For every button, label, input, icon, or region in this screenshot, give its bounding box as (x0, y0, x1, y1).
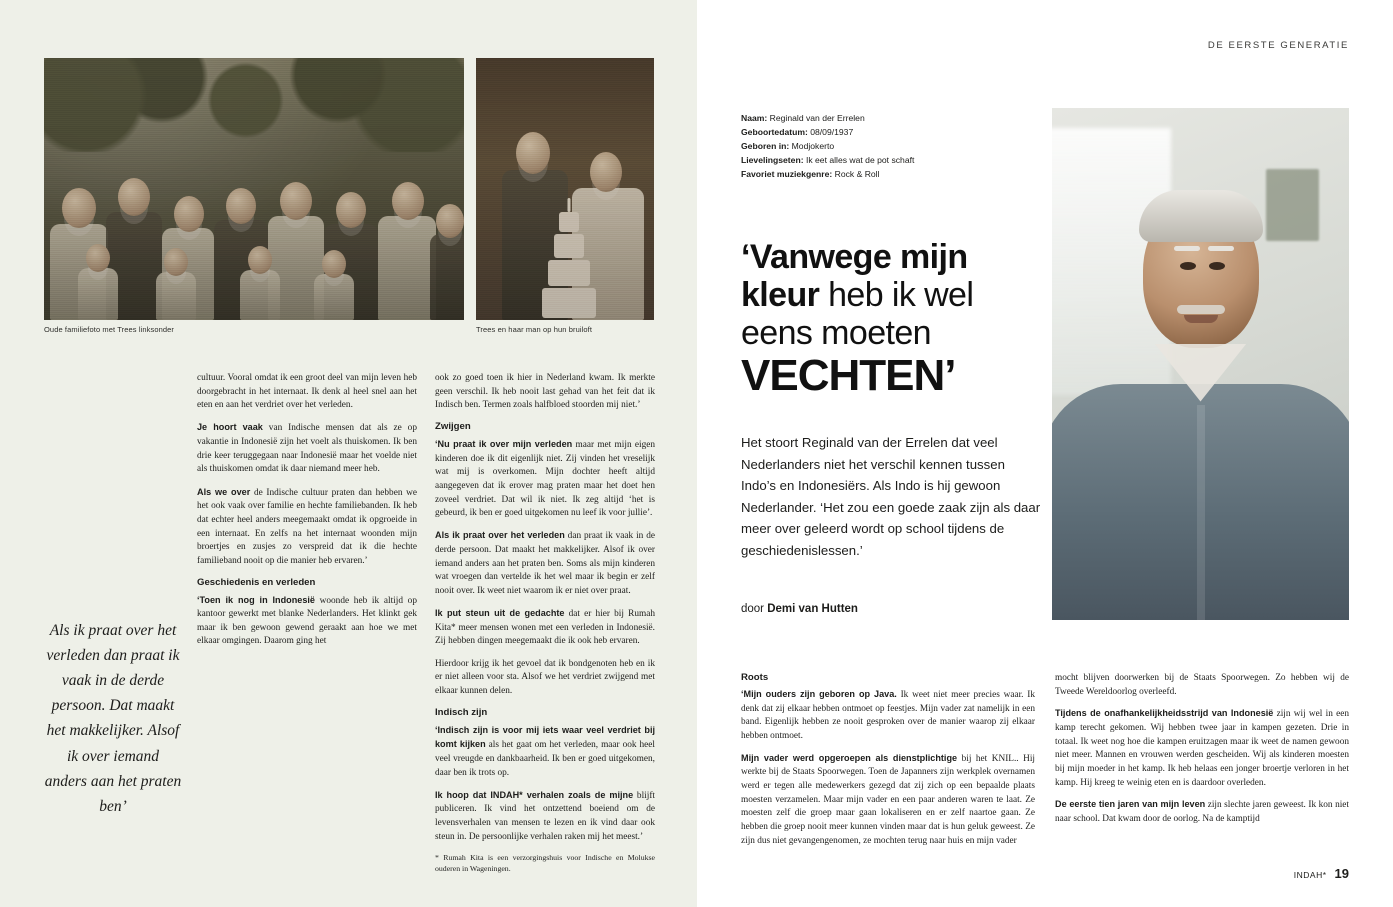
body-text: van Indische mensen dat als ze op vakantie in Indonesië zijn het voelt als thuiskomen. Ik ben drie keer teruggegaan naar Indonesië maar het voelde niet als thuiskomen omdat ik daar niemand meer heb. (197, 423, 417, 475)
subheading: Indisch zijn (435, 707, 488, 719)
right-column-1 (741, 672, 1035, 868)
pull-quote: Als ik praat over het verleden dan praat ik vaak in de derde persoon. Dat maakt het makkelijker. Alsof ik over iemand anders aan het praten ben’ (44, 622, 182, 815)
photo-group (44, 58, 654, 320)
fact-box (741, 112, 1041, 182)
body-text: woonde heb ik altijd op kantoor gewerkt met blanke Nederlanders. Het klinkt gek maar ik ben gewoon gewend geraakt aan hoe we met elkaar omgingen. Daarom ging het (197, 595, 417, 647)
headline-line-2-bold: kleur (741, 276, 820, 315)
lead-in: Mijn vader werd opgeroepen als dienstplichtige (741, 752, 958, 763)
headline-line-2-light: heb ik wel (819, 276, 974, 315)
fact-row (741, 140, 1041, 154)
left-text-columns (197, 372, 655, 874)
portrait-moustache (1177, 305, 1225, 314)
paragraph (1055, 707, 1349, 790)
byline (741, 603, 858, 615)
paragraph: mocht blijven doorwerken bij de Staats Spoorwegen. Zo hebben wij de Tweede Wereldoorlog overleefd. (1055, 673, 1349, 697)
lead-in: Tijdens de onafhankelijkheidsstrijd van Indonesië (1055, 708, 1274, 719)
headline-line-4: VECHTEN’ (741, 351, 956, 401)
wall-frame (1266, 169, 1319, 241)
headline-line-1: ‘Vanwege mijn (741, 238, 968, 276)
portrait-mouth (1184, 315, 1218, 323)
fact-value: Rock & Roll (834, 168, 880, 179)
body-text: dat er hier bij Rumah Kita* meer mensen wonen met een verleden in Indonesië. Zij hebben dingen meegemaakt die ik ook heb ervaren. (435, 609, 655, 647)
body-text: zijn wij wel in een kamp terecht gekomen. Wij hebben twee jaar in kampen gezeten. Drie in totaal. Ik weet nog hoe die kampen eruitzagen maar ik weet de namen gewoon niet meer. Mannen en vrouwen werden gescheiden. Wij als kinderen moesten bij mijn moeder in het kamp. Ik heb helaas een jonger broertje verloren in het kamp. Hij kreeg te weinig eten en is daardoor overleden. (1055, 709, 1350, 788)
paragraph (197, 594, 417, 650)
lead-in: Als ik praat over het verleden (435, 530, 565, 541)
paragraph (435, 438, 655, 521)
family-photo (44, 58, 464, 320)
fact-label: Geboren in: (741, 140, 790, 151)
photo-grain (44, 58, 464, 320)
fact-row (741, 154, 1041, 168)
subheading: Roots (741, 672, 769, 683)
paragraph (1055, 798, 1349, 826)
fact-row (741, 126, 1041, 140)
portrait-placket (1197, 405, 1205, 620)
portrait-eyebrow-right (1208, 246, 1234, 251)
folio (1294, 866, 1349, 881)
fact-label: Lievelingseten: (741, 154, 804, 165)
body-text: blijft publiceren. Ik vind het ontzettend boeiend om de levensverhalen van mensen te lezen en ik vind daar ook steun in. De persoonlijke verhalen raken mij het meest.’ (435, 790, 655, 842)
paragraph (435, 789, 655, 845)
fact-value: 08/09/1937 (810, 126, 854, 137)
body-text: Ik weet niet meer precies waar. Ik denk dat zij elkaar hebben ontmoet op feestjes. Mijn vader zat namelijk in een band. Eigenlijk hebben ze nooit gesproken over de manier waarop zij elkaar hebben ontmoet. (741, 690, 1035, 741)
subheading: Zwijgen (435, 421, 471, 433)
wedding-photo-grain (476, 58, 654, 320)
paragraph (741, 752, 1035, 849)
subheading: Geschiedenis en verleden (197, 577, 316, 589)
footnote: * Rumah Kita is een verzorgingshuis voor Indische en Molukse ouderen in Wageningen. (435, 852, 655, 873)
article-headline (741, 238, 1071, 401)
byline-prefix: door (741, 603, 768, 615)
lead-in: Als we over (197, 486, 251, 497)
portrait-eye-right (1209, 262, 1225, 270)
body-text: maar met mijn eigen kinderen doe ik dit eigenlijk niet. Zij vinden het vreselijk wat mij is overkomen. Mijn dochter heeft altijd aangegeven dat ik erover mag praten maar het doet hen zoveel verdriet. Dat wil ik niet. Ik zeg altijd ‘het is gebeurd, ik ben er goed uitgekomen nu leef ik voor jullie’. (435, 439, 655, 519)
lead-in: ‘Toen ik nog in Indonesië (197, 594, 315, 605)
body-text: zijn slechte jaren geweest. Ik kon niet naar school. Dat kwam door de oorlog. Na de kamptijd (1055, 800, 1350, 824)
headline-line-3: eens moeten (741, 314, 931, 353)
fact-label: Favoriet muziekgenre: (741, 168, 833, 179)
portrait-eye-left (1180, 262, 1196, 270)
caption-family-photo: Oude familiefoto met Trees linksonder (44, 325, 175, 334)
left-column-2 (435, 372, 655, 874)
lead-in: ‘Indisch zijn is voor mij iets waar veel verdriet bij komt kijken (435, 724, 655, 750)
lead-in: Ik put steun uit de gedachte (435, 608, 565, 619)
paragraph: cultuur. Vooral omdat ik een groot deel van mijn leven heb doorgebracht in het internaat. Ik denk al heel snel aan het eten en aan het verdriet over het verleden. (197, 373, 417, 411)
fact-label: Geboortedatum: (741, 126, 808, 137)
lead-in: De eerste tien jaren van mijn leven (1055, 799, 1206, 810)
portrait-eyebrow-left (1174, 246, 1200, 251)
fact-row (741, 168, 1041, 182)
page-number: 19 (1334, 866, 1349, 881)
right-column-2 (1055, 672, 1349, 868)
fact-value: Ik eet alles wat de pot schaft (805, 154, 915, 165)
fact-value: Modjokerto (791, 140, 835, 151)
right-text-columns (741, 672, 1349, 868)
brand-mark: INDAH* (1293, 870, 1327, 880)
portrait-hair (1139, 190, 1263, 242)
byline-author: Demi van Hutten (767, 603, 858, 615)
paragraph: ook zo goed toen ik hier in Nederland kwam. Ik merkte geen verschil. Ik heb nooit last gehad van het feit dat ik Indisch ben. Termen zoals halfbloed stoorden mij niet.’ (435, 373, 655, 411)
paragraph (741, 688, 1035, 744)
left-column-1 (197, 372, 417, 874)
paragraph (197, 486, 417, 569)
body-text: dan praat ik vaak in de derde persoon. Dat maakt het makkelijker. Alsof ik over iemand anders aan het praten ben. Soms als mijn kinderen wat vroegen dan vertelde ik het wel maar ik begin er zelf nooit over. Ik weet niet waarom ik er niet over praat. (435, 531, 655, 596)
body-text: als het gaat om het verleden, maar ook heel veel vreugde en dankbaarheid. Ik ben er goed uitgekomen, daar ben ik trots op. (435, 740, 655, 778)
lead-in: ‘Nu praat ik over mijn verleden (435, 438, 573, 449)
caption-wedding-photo: Trees en haar man op hun bruiloft (476, 325, 593, 334)
wedding-photo (476, 58, 654, 320)
portrait-photo (1052, 108, 1349, 620)
paragraph (435, 529, 655, 598)
lead-in: ‘Mijn ouders zijn geboren op Java. (741, 689, 897, 699)
body-text: de Indische cultuur praten dan hebben we het ook vaak over familie en hechte familiebanden. Ik heb dat echter heel anders meegemaakt omdat ik opgroeide in een internaat. En zelfs na het internaat woonden mijn broertjes en zusjes zo verspreid dat ik die hechte familieband nooit op die manier heb ervaren.’ (197, 487, 417, 566)
paragraph: Hierdoor krijg ik het gevoel dat ik bondgenoten heb en ik er niet alleen voor sta. Alsof we het verdriet zwijgend met elkaar kunnen delen. (435, 658, 655, 696)
fact-row (741, 112, 1041, 126)
lead-in: Ik hoop dat INDAH* verhalen zoals de mijne (435, 789, 634, 800)
right-page (697, 0, 1393, 907)
paragraph (435, 607, 655, 649)
running-head: DE EERSTE GENERATIE (1207, 40, 1349, 51)
fact-label: Naam: (741, 113, 768, 123)
standfirst: Het stoort Reginald van der Errelen dat veel Nederlanders niet het verschil kennen tussen Indo’s en Indonesiërs. Als Indo is hij gewoon Nederlander. ‘Het zou een goede zaak zijn als daar meer over geleerd wordt op school tijdens de geschiedenislessen.’ (741, 435, 1041, 558)
fact-value: Reginald van der Errelen (769, 113, 865, 123)
body-text: bij het KNIL.. Hij werkte bij de Staats Spoorwegen. Toen de Japanners zijn werkplek overnamen werd er tegen alle medewerkers gezegd dat zij zich op een bepaalde plaats moesten verzamelen. Maar mijn vader en een paar anderen waren te laat. Ze moesten zelf die groep maar gaan lokaliseren en er zelf naartoe gaan. Ze hebben die groep nooit meer kunnen vinden maar dat is hun geluk geweest. Ze zijn dus niet gevangengenomen, ze mochten terug naar huis en mijn vader (741, 753, 1036, 846)
paragraph (435, 724, 655, 781)
lead-in: Je hoort vaak (197, 422, 263, 433)
paragraph (197, 421, 417, 477)
